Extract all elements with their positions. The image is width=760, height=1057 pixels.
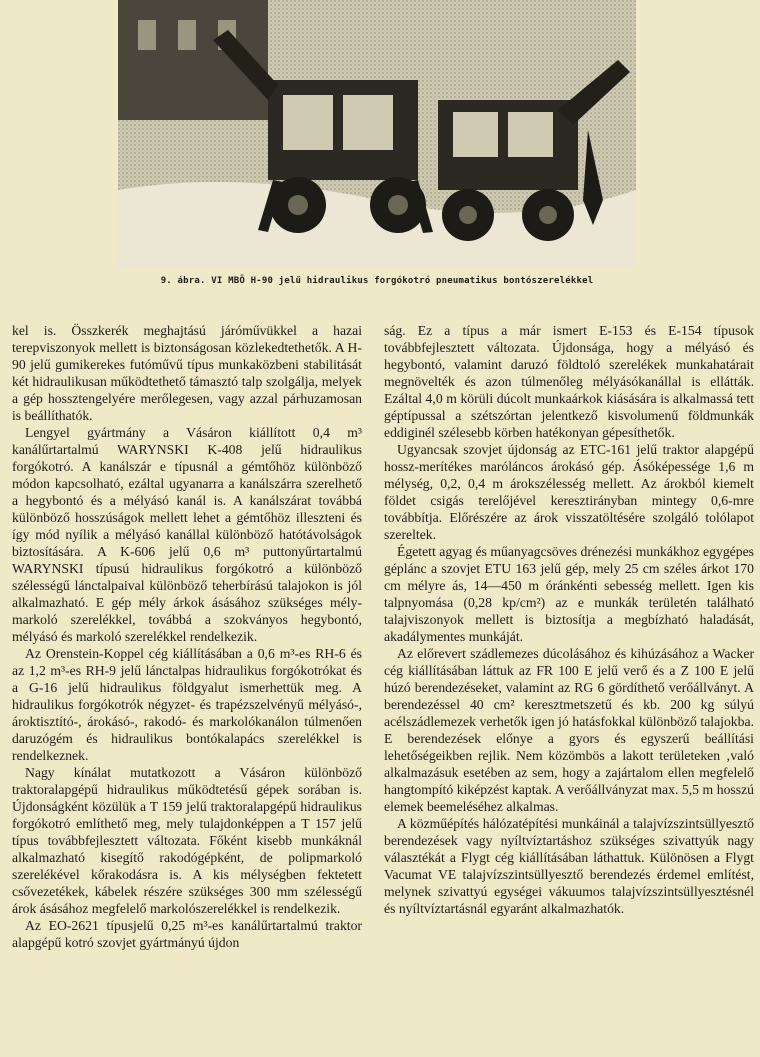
- paragraph: Az előrevert szádlemezes dúcolásához és kihúzásához a Wacker cég kiállításában láttuk az FR 100 E jelű verő és a Z 100 E jelű húzó berendezéseket, valamint az RG 6 gördíthető verőállványt. A berendezéssel 40 cm² keresztmetszetű és kb. 200 kg súlyú acélszádlemezek verhetők igen jó hatásfokkal különböző talajokba. E berendezések előnye a gyors és egyszerű beállítási lehetőségeikben rejlik. Nem közömbös a lakott területeken ‚való alkalmazásuk esetében az sem, hogy a zajártalom ellen megfelelő hangtompító kiképzést kaptak. A verőállványzat max. 5,5 m hosszú elemek beemeléséhez alkalmas.: [384, 646, 754, 814]
- paragraph: Az Orenstein-Koppel cég kiállításában a 0,6 m³-es RH-6 és az 1,2 m³-es RH-9 jelű lánctalpas hidraulikus forgókotrókat és a G-16 jelű hidraulikus földgyalut ismerhettük meg. A hidraulikus forgókotrók négyzet- és trapézszelvényű mélyásó-, ároktisztító-, árokásó-, rakodó- és markolókanálon túlmenően daruzógém és hidraulikus bontókalapács szerelékkel is rendelkeznek.: [12, 646, 362, 763]
- excavator-photo: [118, 0, 636, 268]
- paragraph: Lengyel gyártmány a Vásáron kiállított 0,4 m³ kanálűrtartalmú WARYNSKI K-408 jelű hidraulikus forgókotró. A kanálszár e típusnál a gémtőhöz különböző módon kapcsolható, ezáltal ugyanarra a kanálszárra szerelhető a hegybontó és a mélyásó kanál is. A kanálszárat továbbá különböző hosszúságok mellett lehet a gémtőhöz illeszteni és így mód nyílik a mélyásó kanállal különböző hatótávolságok biztosítására. A K-606 jelű 0,6 m³ puttonyűrtartalmú WARYNSKI típusú hidraulikus forgókotró a különböző szélességű lánctalpaival különböző teherbírású talajokon is jól alkalmazható. E gép mély árkok ásásához szükséges mélymarkoló szerelékkel, továbbá a szokványos hegybontó, mélyásó és markoló szerelékkel rendelkezik.: [12, 425, 362, 644]
- paragraph: Ugyancsak szovjet újdonság az ETC-161 jelű traktor alapgépű hossz-merítékes maróláncos árokásó gép. Ásóképessége 1,6 m mélység, 0,2, 0,4 m árokszélesség mellett. Az árokból kiemelt földet csigás terelőjével keresztirányban mintegy 0,6-mre továbbítja. Előrészére az árok visszatöltésére szolgáló tolólapot szereltek.: [384, 442, 754, 542]
- paragraph: Nagy kínálat mutatkozott a Vásáron különböző traktoralapgépű hidraulikus működtetésű gépek sorában is. Újdonságként közülük a T 159 jelű traktoralapgépű hidraulikus forgókotró említhető meg, mely tulajdonképpen a T 157 jelű típus továbbfejlesztett változata. Főként kisebb munkáknál alkalmazható kisegítő rakodógépként, de polipmarkoló szerelékével kőrakodásra is. A kis mélységben fektetett csővezetékek, kábelek részére szükséges 300 mm szélességű árok ásásához megfelelő markolószerelékkel is rendelkezik.: [12, 765, 362, 916]
- right-column: [384, 322, 754, 917]
- paragraph: ság. Ez a típus a már ismert E-153 és E-154 típusok továbbfejlesztett változata. Újdonsága, hogy a mélyásó és hegybontó, valamint daruzó földtoló szerelékek munkahatárait megnövelték és azon túlmenőleg mélyásókanállal is ellátták. Ezáltal 4,0 m körüli dúcolt munkaárkok kiásására is alkalmassá tett géptípussal a szétszórtan jelentkező kisvolumenű földmunkák eddiginél szélesebb körben hatékonyan gépesíthetők.: [384, 323, 754, 440]
- paragraph: Az EO-2621 típusjelű 0,25 m³-es kanálűrtartalmú traktor alapgépű kotró szovjet gyártmányú újdon: [12, 918, 362, 950]
- paragraph: A közműépítés hálózatépítési munkáinál a talajvízszintsüllyesztő berendezések vagy nyíltvíztartáshoz szükséges szivattyúk nagy választékát a Flygt cég kiállításában láthattuk. Különösen a Flygt Vacumat VE talajvízszintsüllyesztő berendezés érdemel említést, melynek szivattyú egységei vákuumos talajvízszintsüllyesztésnél és nyíltvíztartásnál egyaránt alkalmazhatók.: [384, 816, 754, 916]
- figure-caption: 9. ábra. VI MBÖ H-90 jelű hidraulikus forgókotró pneumatikus bontószerelékkel: [160, 276, 594, 286]
- paragraph: Égetett agyag és műanyagcsöves drénezési munkákhoz egygépes géplánc a szovjet ETU 163 jelű gép, mely 25 cm széles árkot 170 cm mélyre ás, 14—450 m óránkénti sebesség mellett. Igen kis talpnyomása (0,28 kp/cm²) az e munkák területén található talajviszonyok mellett is biztosítja a megbízható haladását, akadálymentes munkáját.: [384, 544, 754, 644]
- left-column: [12, 322, 362, 951]
- paragraph: kel is. Összkerék meghajtású járóművükkel a hazai terepviszonyok mellett is biztonságosan közlekedtethetők. A H-90 jelű gumikerekes futóművű típus munkaközbeni stabilitását két hidraulikusan működtethető támasztó talp szolgálja, melyek a gép hossztengelyére merőlegesen, vagy azzal párhuzamosan is beállíthatók.: [12, 323, 362, 423]
- excavator-illustration: [118, 0, 636, 268]
